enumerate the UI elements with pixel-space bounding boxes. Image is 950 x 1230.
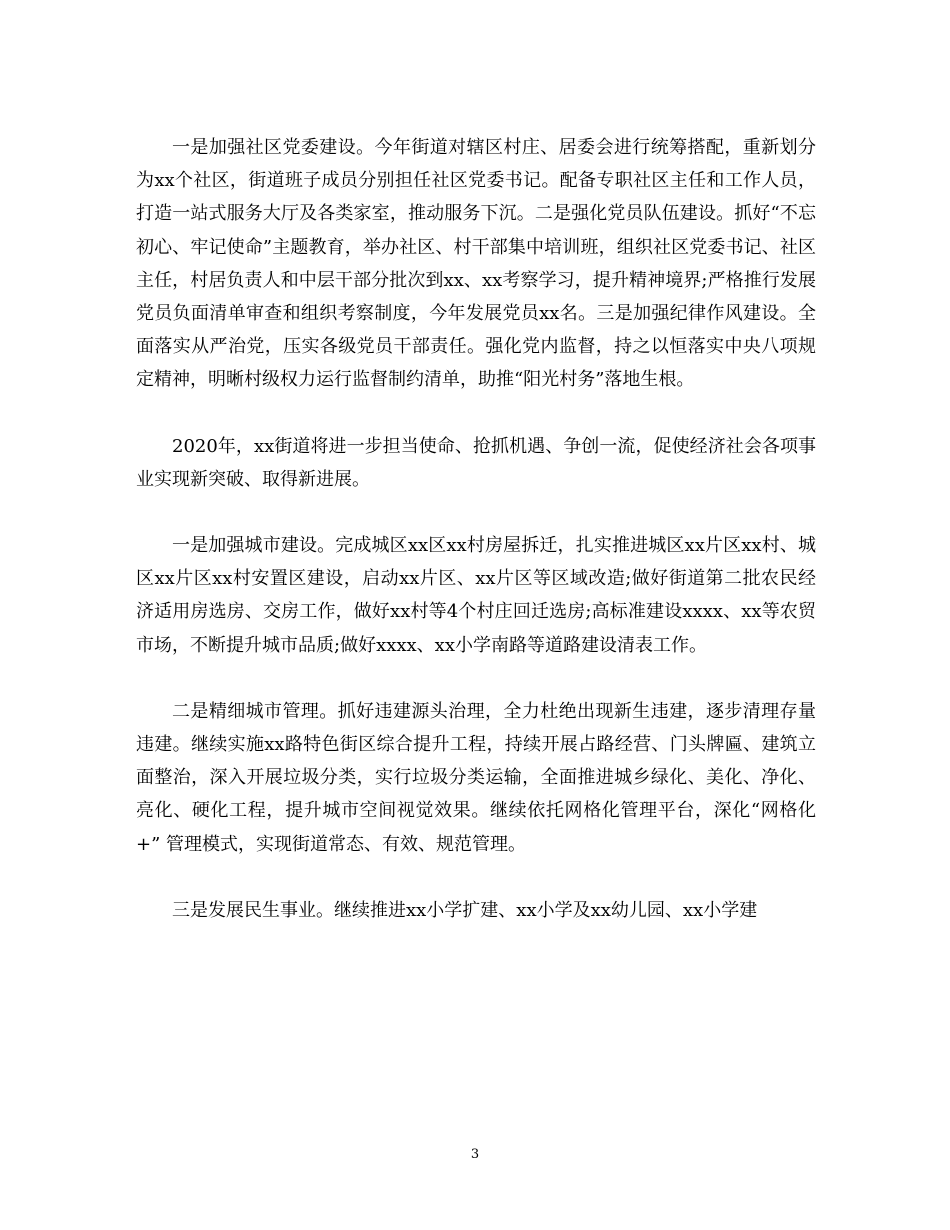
paragraph-livelihood: 三是发展民生事业。继续推进xx小学扩建、xx小学及xx幼儿园、xx小学建 xyxy=(172,899,758,921)
document-body xyxy=(136,131,816,927)
paragraph-party-building: 一是加强社区党委建设。今年街道对辖区村庄、居委会进行统筹搭配，重新划分为xx个社区，街道班子成员分别担任社区党委书记。配备专职社区主任和工作人员，打造一站式服务大厅及各类家室，推动服务下沉。二是强化党员队伍建设。抓好“不忘初心、牢记使命”主题教育，举办社区、村干部集中培训班，组织社区党委书记、社区主任，村居负责人和中层干部分批次到xx、xx考察学习，提升精神境界;严格推行发展党员负面清单审查和组织考察制度，今年发展党员xx名。三是加强纪律作风建设。全面落实从严治党，压实各级党员干部责任。强化党内监督，持之以恒落实中央八项规定精神，明晰村级权力运行监督制约清单，助推“阳光村务”落地生根。 xyxy=(136,137,816,391)
paragraph-urban-management: 二是精细城市管理。抓好违建源头治理，全力杜绝出现新生违建，逐步清理存量违建。继续实施xx路特色街区综合提升工程，持续开展占路经营、门头牌匾、建筑立面整治，深入开展垃圾分类，实行垃圾分类运输，全面推进城乡绿化、美化、净化、亮化、硬化工程，提升城市空间视觉效果。继续依托网格化管理平台，深化“网格化+” 管理模式，实现街道常态、有效、规范管理。 xyxy=(136,700,816,855)
paragraph-2020-outlook: 2020年，xx街道将进一步担当使命、抢抓机遇、争创一流，促使经济社会各项事业实现新突破、取得新进展。 xyxy=(136,435,816,490)
page-number: 3 xyxy=(470,1147,480,1162)
paragraph-urban-construction: 一是加强城市建设。完成城区xx区xx村房屋拆迁，扎实推进城区xx片区xx村、城区xx片区xx村安置区建设，启动xx片区、xx片区等区域改造;做好街道第二批农民经济适用房选房、交房工作，做好xx村等4个村庄回迁选房;高标准建设xxxx、xx等农贸市场，不断提升城市品质;做好xxxx、xx小学南路等道路建设清表工作。 xyxy=(136,535,816,656)
